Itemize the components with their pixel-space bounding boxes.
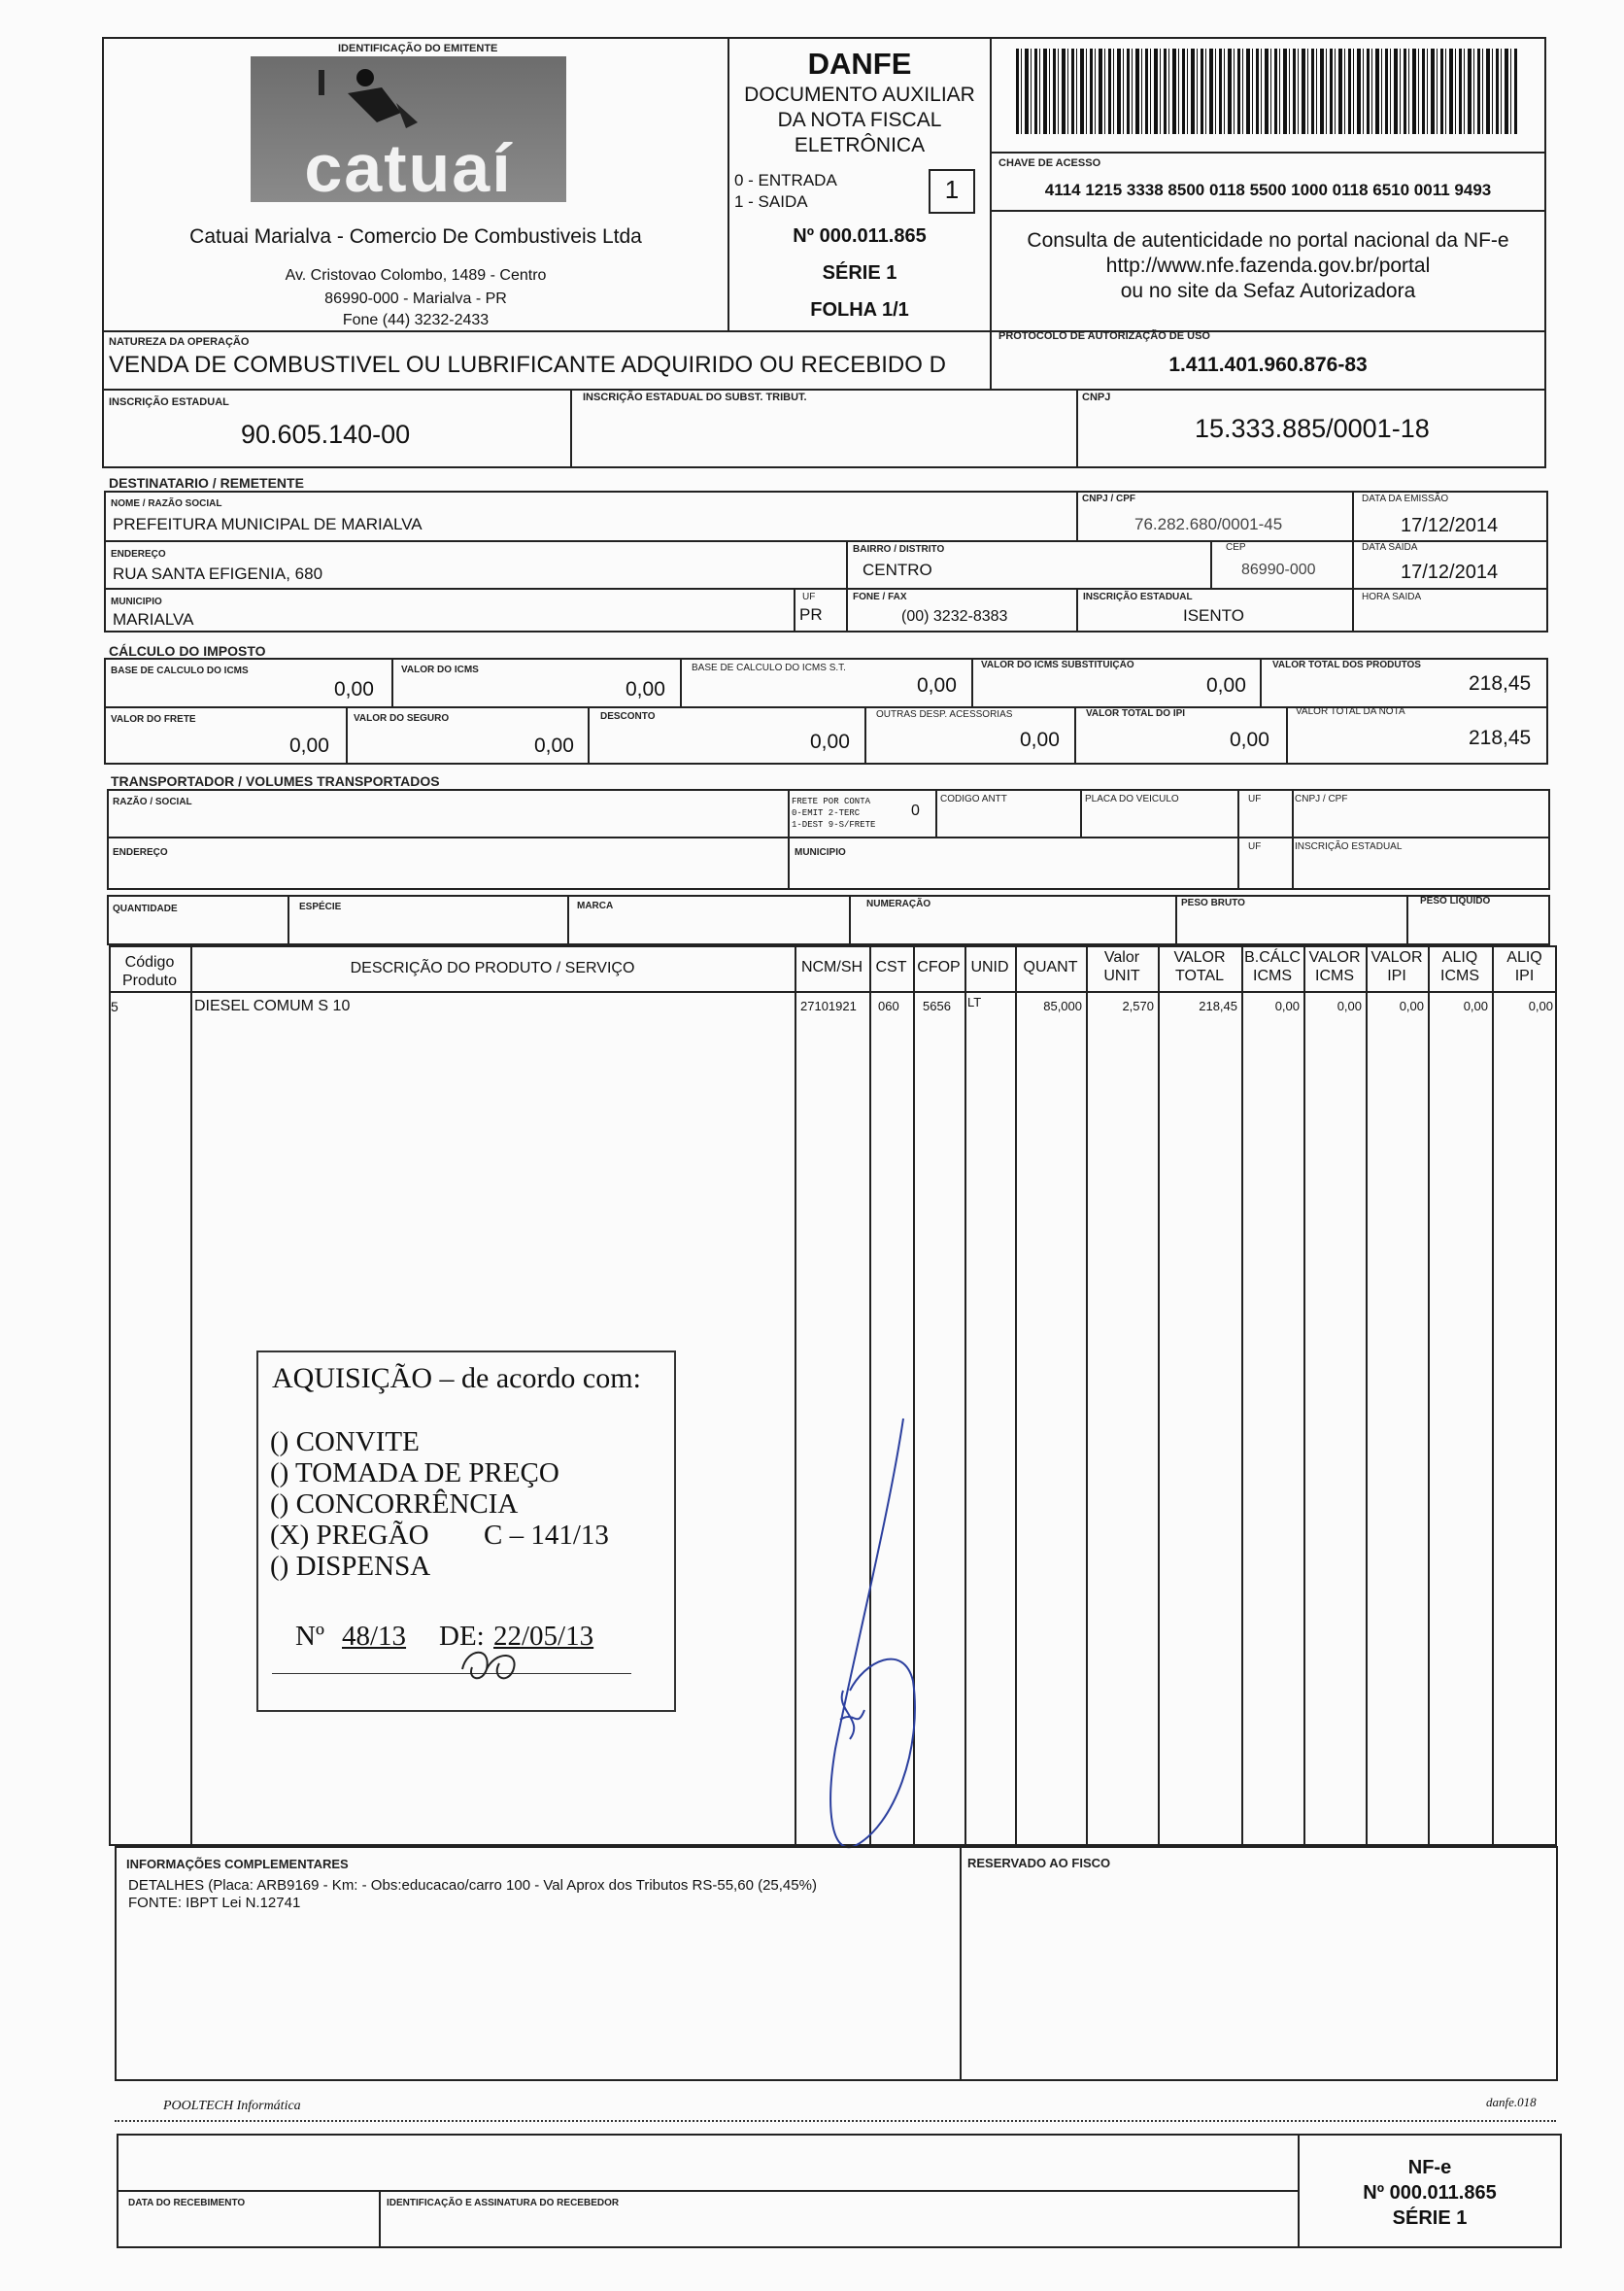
col-vipi-header: VALOR IPI	[1370, 949, 1423, 984]
recipient-address-value: RUA SANTA EFIGENIA, 680	[113, 564, 323, 583]
tax-products-value: 218,45	[1469, 672, 1532, 695]
tax-base-st-value: 0,00	[917, 674, 957, 697]
stamp-date-label: DE:	[439, 1621, 485, 1652]
stamp-initials-signature	[453, 1640, 540, 1689]
danfe-folha: FOLHA 1/1	[810, 299, 909, 321]
stamp-option-dispensa: () DISPENSA	[270, 1551, 431, 1582]
col-cfop-header: CFOP	[917, 959, 961, 975]
recipient-address-label: ENDEREÇO	[111, 549, 166, 560]
danfe-number: Nº 000.011.865	[793, 225, 927, 247]
handwritten-signature	[796, 1399, 952, 1904]
tax-base-icms-label: BASE DE CALCULO DO ICMS	[111, 666, 249, 676]
stamp-option-convite: () CONVITE	[270, 1426, 420, 1457]
cnpj-value: 15.333.885/0001-18	[1195, 414, 1430, 443]
volumes-species-label: ESPÉCIE	[299, 902, 342, 912]
recipient-cnpj-label: CNPJ / CPF	[1082, 494, 1136, 504]
tax-base-st-label: BASE DE CALCULO DO ICMS S.T.	[692, 663, 846, 673]
protocol-value: 1.411.401.960.876-83	[1168, 354, 1368, 376]
tax-total-label: VALOR TOTAL DA NOTA	[1296, 706, 1405, 717]
recipient-uf-label: UF	[802, 592, 816, 602]
stamp-num-label: Nº	[295, 1621, 324, 1652]
emitter-logo	[251, 56, 566, 206]
template-id: danfe.018	[1486, 2095, 1537, 2109]
tax-icms-label: VALOR DO ICMS	[401, 665, 479, 675]
transport-address-label: ENDEREÇO	[113, 847, 168, 858]
recipient-box	[104, 491, 1548, 633]
volumes-numbering-label: NUMERAÇÃO	[866, 899, 931, 909]
tax-section-label: CÁLCULO DO IMPOSTO	[109, 643, 266, 659]
volumes-net-label: PESO LIQUIDO	[1420, 896, 1491, 906]
stamp-num-value: 48/13	[342, 1621, 407, 1652]
recipient-name-label: NOME / RAZÃO SOCIAL	[111, 498, 222, 509]
access-key-value: 4114 1215 3338 8500 0118 5500 1000 0118 6510 0011 9493	[1044, 181, 1492, 199]
danfe-entrada: 0 - ENTRADA	[734, 171, 837, 189]
recipient-exit-value: 17/12/2014	[1401, 562, 1499, 583]
stamp-option-concorrencia: () CONCORRÊNCIA	[270, 1488, 519, 1520]
danfe-subtitle-1: DOCUMENTO AUXILIAR	[744, 84, 975, 106]
tax-icms-st-value: 0,00	[1206, 674, 1246, 697]
transport-freight-1: FRETE POR CONTA	[792, 797, 871, 806]
emitter-address: Av. Cristovao Colombo, 1489 - Centro	[285, 267, 547, 284]
recipient-district-value: CENTRO	[863, 561, 932, 579]
row-vicms: 0,00	[1336, 999, 1362, 1013]
col-desc-header: DESCRIÇÃO DO PRODUTO / SERVIÇO	[350, 960, 635, 976]
col-code-header: Código Produto	[121, 954, 178, 989]
emitter-phone: Fone (44) 3232-2433	[342, 312, 490, 328]
row-desc: DIESEL COMUM S 10	[194, 998, 351, 1014]
emitter-name: Catuai Marialva - Comercio De Combustiveis Ltda	[189, 225, 642, 248]
transport-name-label: RAZÃO / SOCIAL	[113, 797, 192, 807]
tax-discount-label: DESCONTO	[600, 711, 656, 722]
transport-antt-label: CODIGO ANTT	[940, 794, 1007, 804]
danfe-serie: SÉRIE 1	[822, 262, 897, 284]
transport-plate-label: PLACA DO VEICULO	[1085, 794, 1179, 804]
transport-uf-label: UF	[1248, 794, 1262, 804]
col-vicms-header: VALOR ICMS	[1308, 949, 1361, 984]
tax-discount-value: 0,00	[810, 731, 850, 753]
col-vunit-header: Valor UNIT	[1103, 949, 1140, 984]
tax-other-label: OUTRAS DESP. ACESSORIAS	[876, 709, 1013, 720]
transport-freight-value: 0	[911, 803, 920, 819]
access-key-label: CHAVE DE ACESSO	[998, 157, 1101, 169]
danfe-saida: 1 - SAIDA	[734, 192, 808, 211]
danfe-subtitle-2: DA NOTA FISCAL	[777, 109, 942, 131]
nature-value: VENDA DE COMBUSTIVEL OU LUBRIFICANTE ADQUIRIDO OU RECEBIDO D	[109, 352, 946, 378]
software-credit: POOLTECH Informática	[163, 2099, 301, 2113]
recipient-cep-value: 86990-000	[1241, 562, 1316, 578]
row-vipi: 0,00	[1399, 999, 1424, 1013]
danfe-type-value: 1	[944, 175, 960, 204]
acquisition-stamp	[256, 1351, 676, 1712]
receipt-date-label: DATA DO RECEBIMENTO	[128, 2198, 246, 2208]
col-ncm-header: NCM/SH	[800, 959, 863, 975]
access-consult-1: Consulta de autenticidade no portal nacional da NF-e	[1027, 229, 1509, 252]
fisco-box	[960, 1846, 1558, 2081]
tax-freight-value: 0,00	[289, 735, 329, 757]
recipient-emission-value: 17/12/2014	[1401, 515, 1499, 536]
recipient-section-label: DESTINATARIO / REMETENTE	[109, 475, 304, 491]
tax-freight-label: VALOR DO FRETE	[111, 714, 196, 725]
access-consult-3: ou no site da Sefaz Autorizadora	[1120, 280, 1416, 302]
protocol-label: PROTOCOLO DE AUTORIZAÇÃO DE USO	[998, 330, 1210, 342]
row-vtotal: 218,45	[1199, 999, 1237, 1013]
tax-total-value: 218,45	[1469, 727, 1532, 749]
ie-st-label: INSCRIÇÃO ESTADUAL DO SUBST. TRIBUT.	[583, 392, 807, 403]
info-label: INFORMAÇÕES COMPLEMENTARES	[126, 1857, 349, 1871]
recipient-ie-label: INSCRIÇÃO ESTADUAL	[1083, 592, 1193, 602]
col-aicms-header: ALIQ ICMS	[1440, 949, 1479, 984]
emitter-section-label: IDENTIFICAÇÃO DO EMITENTE	[338, 43, 498, 54]
recipient-exit-label: DATA SAIDA	[1362, 542, 1418, 553]
recipient-cep-label: CEP	[1226, 542, 1246, 553]
tax-ipi-value: 0,00	[1230, 729, 1269, 751]
transport-city-label: MUNICIPIO	[795, 847, 846, 858]
row-aicms: 0,00	[1463, 999, 1488, 1013]
stamp-pregao-ref: C – 141/13	[484, 1520, 609, 1551]
volumes-qty-label: QUANTIDADE	[113, 904, 178, 914]
tax-insurance-label: VALOR DO SEGURO	[354, 713, 450, 724]
row-ncm: 27101921	[800, 999, 857, 1013]
danfe-subtitle-3: ELETRÔNICA	[794, 134, 926, 156]
cnpj-label: CNPJ	[1082, 392, 1111, 403]
recipient-uf-value: PR	[799, 605, 823, 624]
emitter-city: 86990-000 - Marialva - PR	[324, 291, 507, 307]
ie-value: 90.605.140-00	[241, 420, 411, 449]
col-quant-header: QUANT	[1023, 959, 1078, 975]
nfe-serie: SÉRIE 1	[1392, 2207, 1468, 2229]
recipient-phone-label: FONE / FAX	[853, 592, 907, 602]
logo-text: catuaí	[304, 130, 513, 206]
row-aipi: 0,00	[1528, 999, 1553, 1013]
nfe-label: NF-e	[1407, 2157, 1452, 2178]
recipient-phone-value: (00) 3232-8383	[901, 608, 1008, 625]
cut-line	[115, 2120, 1556, 2122]
ie-label: INSCRIÇÃO ESTADUAL	[109, 396, 229, 408]
transport-uf2-label: UF	[1248, 841, 1262, 852]
tax-icms-st-label: VALOR DO ICMS SUBSTITUIÇÃO	[981, 660, 1134, 670]
nature-label: NATUREZA DA OPERAÇÃO	[109, 336, 250, 348]
col-unid-header: UNID	[970, 959, 1009, 975]
fisco-label: RESERVADO AO FISCO	[967, 1856, 1111, 1870]
transport-cnpj-label: CNPJ / CPF	[1295, 794, 1348, 804]
stamp-date-value: 22/05/13	[493, 1621, 594, 1652]
recipient-district-label: BAIRRO / DISTRITO	[853, 544, 945, 555]
col-bcalc-header: B.CÁLC ICMS	[1244, 949, 1301, 984]
col-cst-header: CST	[875, 959, 907, 975]
row-code: 5	[111, 999, 118, 1014]
row-vunit: 2,570	[1122, 999, 1154, 1013]
recipient-cnpj-value: 76.282.680/0001-45	[1134, 515, 1283, 533]
transport-ie-label: INSCRIÇÃO ESTADUAL	[1295, 841, 1403, 852]
col-aipi-header: ALIQ IPI	[1506, 949, 1542, 984]
info-line-1: DETALHES (Placa: ARB9169 - Km: - Obs:educacao/carro 100 - Val Aprox dos Tributos RS-55,60 (25,45%)	[128, 1877, 817, 1894]
access-consult-2[interactable]: http://www.nfe.fazenda.gov.br/portal	[1105, 255, 1431, 277]
stamp-title: AQUISIÇÃO – de acordo com:	[272, 1362, 641, 1394]
transport-freight-3: 1-DEST 9-S/FRETE	[792, 820, 876, 830]
tax-base-icms-value: 0,00	[334, 678, 374, 701]
row-cst: 060	[878, 999, 899, 1013]
stamp-option-pregao: (X) PREGÃO	[270, 1520, 429, 1551]
receipt-sign-label: IDENTIFICAÇÃO E ASSINATURA DO RECEBEDOR	[387, 2198, 620, 2208]
stamp-option-tomada: () TOMADA DE PREÇO	[270, 1457, 559, 1488]
barcode	[1016, 49, 1517, 134]
recipient-city-value: MARIALVA	[113, 610, 194, 629]
tax-insurance-value: 0,00	[534, 735, 574, 757]
row-cfop: 5656	[923, 999, 951, 1013]
tax-ipi-label: VALOR TOTAL DO IPI	[1086, 708, 1186, 719]
volumes-gross-label: PESO BRUTO	[1181, 898, 1245, 908]
recipient-city-label: MUNICIPIO	[111, 597, 162, 607]
tax-icms-value: 0,00	[626, 678, 665, 701]
transport-section-label: TRANSPORTADOR / VOLUMES TRANSPORTADOS	[111, 773, 440, 789]
danfe-title: DANFE	[807, 47, 912, 81]
row-bcalc: 0,00	[1274, 999, 1300, 1013]
tax-other-value: 0,00	[1020, 729, 1060, 751]
volumes-brand-label: MARCA	[577, 901, 614, 911]
recipient-ie-value: ISENTO	[1183, 606, 1244, 625]
info-line-2: FONTE: IBPT Lei N.12741	[128, 1895, 301, 1911]
recipient-name-value: PREFEITURA MUNICIPAL DE MARIALVA	[113, 515, 423, 533]
recipient-emission-label: DATA DA EMISSÃO	[1362, 494, 1449, 504]
transport-freight-2: 0-EMIT 2-TERC	[792, 808, 861, 818]
recipient-time-label: HORA SAIDA	[1362, 592, 1422, 602]
tax-products-label: VALOR TOTAL DOS PRODUTOS	[1272, 660, 1421, 670]
nfe-number: Nº 000.011.865	[1363, 2182, 1497, 2204]
row-unid: LT	[967, 995, 982, 1009]
row-quant: 85,000	[1043, 999, 1082, 1013]
col-vtotal-header: VALOR TOTAL	[1173, 949, 1226, 984]
stamp-signature-line	[272, 1673, 631, 1674]
